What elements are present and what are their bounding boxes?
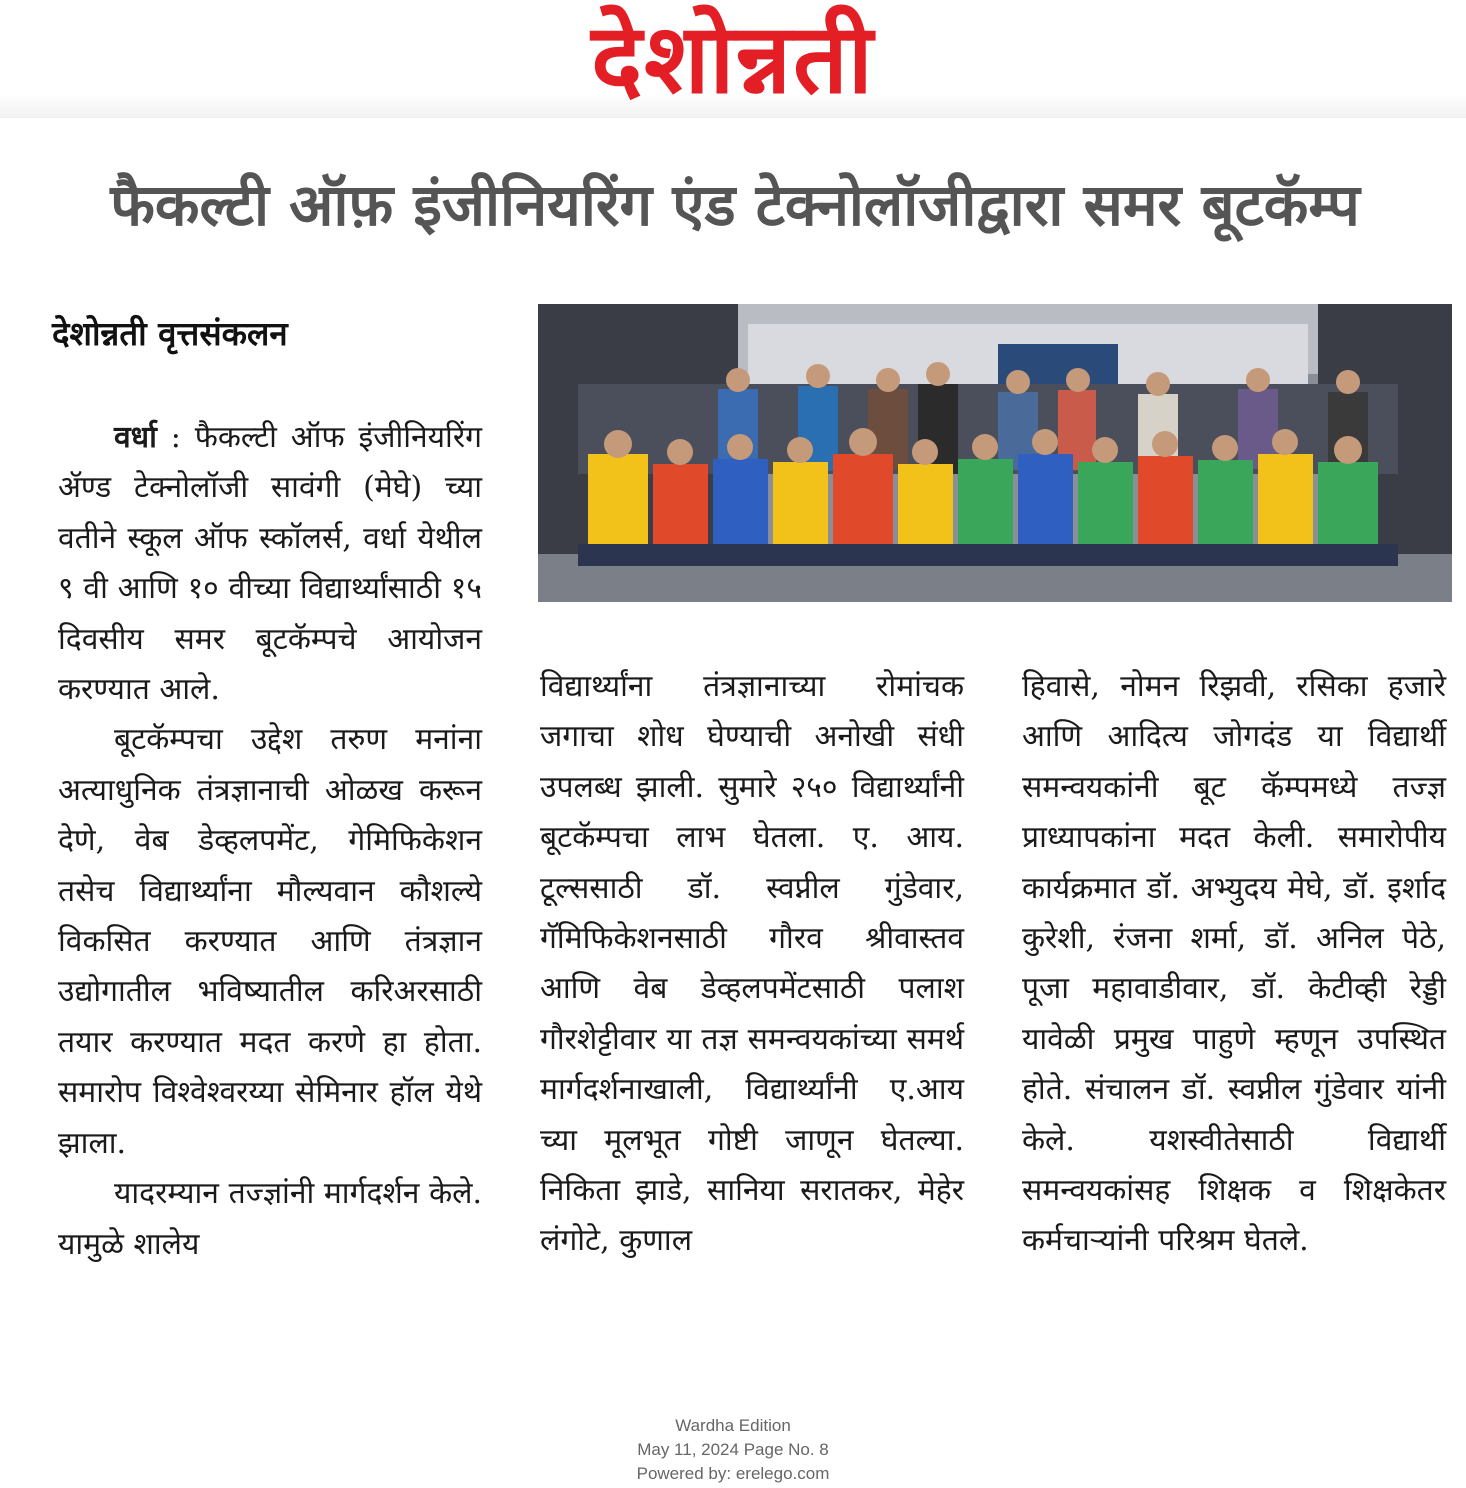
footer-edition: Wardha Edition <box>675 1416 791 1435</box>
page-footer <box>533 1414 933 1486</box>
paragraph-4: विद्यार्थ्यांना तंत्रज्ञानाच्या रोमांचक जगाचा शोध घेण्याची अनोखी संधी उपलब्ध झाली. सुमारे २५० विद्यार्थ्यांनी बूटकॅम्पचा लाभ घेतला. ए. आय. टूल्ससाठी डॉ. स्वप्नील गुंडेवार, गॅमिफिकेशनसाठी गौरव श्रीवास्तव आणि वेब डेव्हलपमेंटसाठी पलाश गौरशेट्टीवार या तज्ञ समन्वयकांच्या समर्थ मार्गदर्शनाखाली, विद्यार्थ्यांनी ए.आय च्या मूलभूत गोष्टी जाणून घेतल्या. निकिता झाडे, सानिया सरातकर, मेहेर लंगोटे, कुणाल <box>540 669 964 1259</box>
footer-powered-by: Powered by: erelego.com <box>636 1464 830 1483</box>
article-byline: देशोन्नती वृत्तसंकलन <box>52 314 288 353</box>
dateline-place: वर्धा <box>114 420 157 455</box>
paragraph-1 <box>58 413 482 715</box>
dateline-separator: : <box>156 420 195 455</box>
paragraph-2: बूटकॅम्पचा उद्देश तरुण मनांना अत्याधुनिक तंत्रज्ञानाची ओळख करून देणे, वेब डेव्हलपमेंट, गेमिफिकेशन तसेच विद्यार्थ्यांना मौल्यवान कौशल्ये विकसित करण्यात आणि तंत्रज्ञान उद्योगातील भविष्यातील करिअरसाठी तयार करण्यात मदत करणे हा होता. समारोप विश्वेश्वरय्या सेमिनार हॉल येथे झाला. <box>58 722 482 1161</box>
article-headline: फैकल्टी ऑफ़ इंजीनियरिंग एंड टेक्नोलॉजीद्वारा समर बूटकॅम्प <box>110 171 1360 239</box>
footer-date-page: May 11, 2024 Page No. 8 <box>637 1440 829 1459</box>
article-column-2 <box>540 662 964 1267</box>
paragraph-3: यादरम्यान तज्ज्ञांनी मार्गदर्शन केले. यामुळे शालेय <box>58 1176 482 1262</box>
group-photo <box>538 304 1452 602</box>
newspaper-logo: देशोन्नती <box>591 3 875 115</box>
masthead <box>0 0 1466 118</box>
article-column-1 <box>58 413 482 1270</box>
paragraph-5: हिवासे, नोमन रिझवी, रसिका हजारे आणि आदित्य जोगदंड या विद्यार्थी समन्वयकांनी बूट कॅम्पमध्ये तज्ज्ञ प्राध्यापकांना मदत केली. समारोपीय कार्यक्रमात डॉ. अभ्युदय मेघे, डॉ. इर्शाद कुरेशी, रंजना शर्मा, डॉ. अनिल पेठे, पूजा महावाडीवार, डॉ. केटीव्ही रेड्डी यावेळी प्रमुख पाहुणे म्हणून उपस्थित होते. संचालन डॉ. स्वप्नील गुंडेवार यांनी केले. यशस्वीतेसाठी विद्यार्थी समन्वयकांसह शिक्षक व शिक्षकेतर कर्मचाऱ्यांनी परिश्रम घेतले. <box>1022 669 1446 1259</box>
group-photo-illustration <box>538 304 1452 602</box>
paragraph-1-text: फैकल्टी ऑफ इंजीनियरिंग ॲण्ड टेक्नोलॉजी सावंगी (मेघे) च्या वतीने स्कूल ऑफ स्कॉलर्स, वर्धा येथील ९ वी आणि १० वीच्या विद्यार्थ्यांसाठी १५ दिवसीय समर बूटकॅम्पचे आयोजन करण्यात आले. <box>58 420 482 708</box>
article-column-3 <box>1022 662 1446 1267</box>
